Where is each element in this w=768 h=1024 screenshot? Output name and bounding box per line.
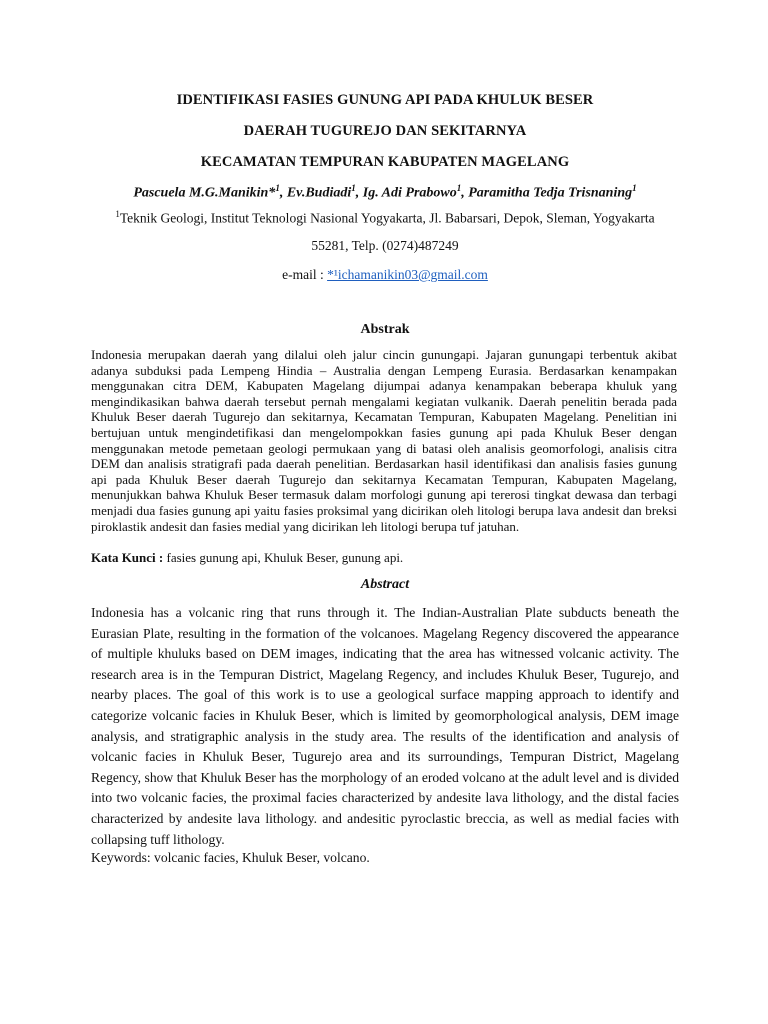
- abstract-heading: Abstract: [360, 577, 410, 592]
- author-separator: ,: [279, 185, 287, 201]
- email-link[interactable]: *¹ichamanikin03@gmail.com: [327, 267, 488, 282]
- keywords-line: Keywords: volcanic facies, Khuluk Beser, volcano.: [91, 850, 370, 865]
- author-separator: ,: [461, 185, 469, 201]
- author-name: Ig. Adi Prabowo: [362, 185, 457, 201]
- author-affiliation-mark: 1: [351, 183, 356, 193]
- affiliation-line-2: 55281, Telp. (0274)487249: [311, 238, 459, 253]
- author-affiliation-mark: 1: [632, 183, 637, 193]
- author-name: Paramitha Tedja Trisnaning: [468, 185, 633, 201]
- abstrak-body: Indonesia merupakan daerah yang dilalui oleh jalur cincin gunungapi. Jajaran gunungapi terbentuk akibat adanya subduksi pada Lempeng Hindia – Australia dengan Lempeng Eurasia. Berdasarkan kenampakan menggunakan citra DEM, Kabupaten Magelang dijumpai adanya kenampakan beberapa khuluk yang mengindikasikan bahwa daerah tersebut pernah mengalami kegiatan vulkanik. Daerah penelitin berada pada Khuluk Beser daerah Tugurejo dan sekitarnya, Kecamatan Tempuran, Kabupaten Magelang. Penelitian ini bertujuan untuk mengindetifikasi dan mengelompokkan fasies gunung api pada Khuluk Beser dengan menggunakan metode pemetaan geologi permukaan yang di batasi oleh analisis geomorfologi, analisis citra DEM dan analisis stratigrafi pada daerah penelitian. Berdasarkan hasil identifikasi dan analisis fasies gunung api pada Khuluk Beser daerah Tugurejo dan sekitarnya Kecamatan Tempuran, Kabupaten Magelang, menunjukkan bahwa Khuluk Beser termasuk dalam morfologi gunung api tererosi tingkat dewasa dan terbagi menjadi dua fasies gunung api yaitu fasies proksimal yang dicirikan oleh litologi berupa lava andesit dan breksi piroklastik andesit dan fasies medial yang dicirikan leh litologi berupa tuf jatuhan.: [91, 347, 677, 534]
- author-affiliation-mark: 1: [275, 183, 280, 193]
- author-separator: ,: [355, 185, 363, 201]
- kata-kunci-label: Kata Kunci :: [91, 550, 164, 565]
- author-name: Ev.Budiadi: [286, 185, 352, 201]
- paper-title-line-1: IDENTIFIKASI FASIES GUNUNG API PADA KHULUK BESER: [176, 92, 594, 108]
- author-name: Pascuela M.G.Manikin*: [133, 185, 276, 201]
- paper-title-line-2: DAERAH TUGUREJO DAN SEKITARNYA: [243, 123, 527, 139]
- email-label: e-mail :: [282, 267, 328, 282]
- kata-kunci: [91, 550, 677, 566]
- affiliation-line-1: [80, 209, 690, 227]
- abstrak-heading: Abstrak: [360, 322, 410, 337]
- affiliation-text: Teknik Geologi, Institut Teknologi Nasional Yogyakarta, Jl. Babarsari, Depok, Sleman, Yogyakarta: [119, 210, 655, 226]
- author-list: [90, 183, 680, 202]
- paper-title-line-3: KECAMATAN TEMPURAN KABUPATEN MAGELANG: [200, 154, 570, 170]
- kata-kunci-text: fasies gunung api, Khuluk Beser, gunung api.: [163, 550, 404, 565]
- abstract-body: Indonesia has a volcanic ring that runs through it. The Indian-Australian Plate subducts beneath the Eurasian Plate, resulting in the formation of the volcanoes. Magelang Regency discovered the appearance of multiple khuluks based on DEM images, indicating that the area has witnessed volcanic activity. The research area is in the Tempuran District, Magelang Regency, and includes Khuluk Beser, Tugurejo, and nearby places. The goal of this work is to use a geological surface mapping approach to identify and categorize volcanic facies in Khuluk Beser, which is limited by geomorphological analysis, DEM image analysis, and stratigraphic analysis in the study area. The results of the identification and analysis of volcanic facies in Khuluk Beser, Tugurejo area and its surroundings, Tempuran District, Magelang Regency, show that Khuluk Beser has the morphology of an eroded volcano at the adult level and is divided into two volcanic facies, the proximal facies characterized by andesite lava lithology, and the distal facies characterized by andesite lava lithology. and andesitic pyroclastic breccia, as well as medial facies with collapsing tuff lithology.: [91, 605, 679, 847]
- affiliation-mark: 1: [115, 209, 120, 219]
- author-affiliation-mark: 1: [456, 183, 462, 193]
- email-line: [80, 267, 690, 283]
